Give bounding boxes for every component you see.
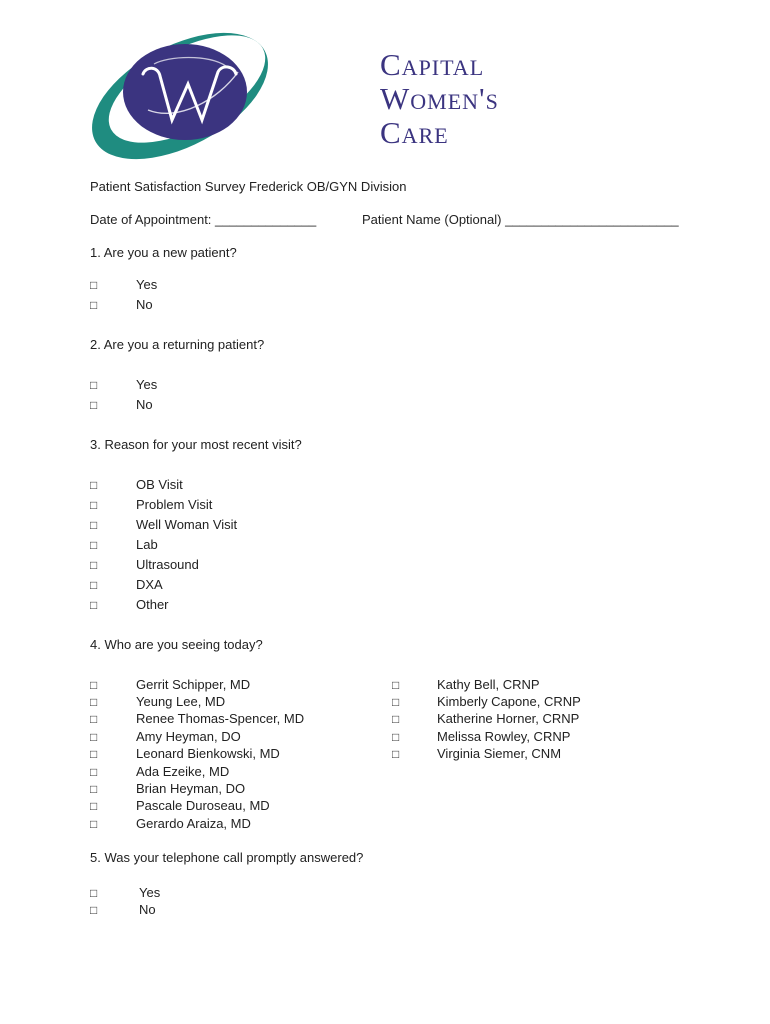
- checkbox-provider[interactable]: □: [392, 747, 400, 761]
- checkbox-q2-yes[interactable]: □: [90, 378, 98, 392]
- option-label: DXA: [136, 577, 163, 592]
- option-label: Problem Visit: [136, 497, 213, 512]
- option-label: Well Woman Visit: [136, 517, 238, 532]
- checkbox-q3-lab[interactable]: □: [90, 538, 98, 552]
- option-label: Yes: [136, 277, 158, 292]
- capital-womens-care-logo: [88, 26, 499, 166]
- checkbox-q3-dxa[interactable]: □: [90, 578, 98, 592]
- checkbox-provider[interactable]: □: [90, 730, 98, 744]
- option-label: Yes: [139, 885, 161, 900]
- checkbox-provider[interactable]: □: [90, 765, 98, 779]
- provider-name: Pascale Duroseau, MD: [136, 798, 270, 813]
- patient-name-field[interactable]: Patient Name (Optional) ________________________: [362, 212, 679, 227]
- question-2: 2. Are you a returning patient?: [90, 337, 265, 352]
- checkbox-provider[interactable]: □: [392, 678, 400, 692]
- option-label: No: [136, 297, 153, 312]
- question-4: 4. Who are you seeing today?: [90, 637, 263, 652]
- checkbox-provider[interactable]: □: [90, 782, 98, 796]
- checkbox-provider[interactable]: □: [392, 695, 400, 709]
- question-5: 5. Was your telephone call promptly answered?: [90, 850, 364, 865]
- checkbox-provider[interactable]: □: [90, 747, 98, 761]
- provider-name: Gerardo Araiza, MD: [136, 816, 251, 831]
- checkbox-q3-ob-visit[interactable]: □: [90, 478, 98, 492]
- checkbox-q5-yes[interactable]: □: [90, 886, 98, 900]
- checkbox-provider[interactable]: □: [90, 712, 98, 726]
- provider-name: Melissa Rowley, CRNP: [437, 729, 571, 744]
- provider-name: Katherine Horner, CRNP: [437, 711, 580, 726]
- checkbox-q3-other[interactable]: □: [90, 598, 98, 612]
- brand-line-2: Women's: [380, 81, 499, 116]
- provider-name: Gerrit Schipper, MD: [136, 677, 251, 692]
- checkbox-q1-no[interactable]: □: [90, 298, 98, 312]
- brand-line-3: Care: [380, 115, 449, 150]
- checkbox-q5-no[interactable]: □: [90, 903, 98, 917]
- checkbox-provider[interactable]: □: [392, 712, 400, 726]
- checkbox-provider[interactable]: □: [90, 678, 98, 692]
- checkbox-provider[interactable]: □: [392, 730, 400, 744]
- provider-name: Renee Thomas-Spencer, MD: [136, 711, 305, 726]
- logo-emblem-icon: [88, 26, 288, 166]
- brand-line-1: Capital: [380, 47, 485, 82]
- date-of-appointment-field[interactable]: Date of Appointment: ______________: [90, 212, 317, 227]
- option-label: No: [136, 397, 153, 412]
- checkbox-provider[interactable]: □: [90, 817, 98, 831]
- question-1: 1. Are you a new patient?: [90, 245, 237, 260]
- option-label: OB Visit: [136, 477, 183, 492]
- option-label: No: [139, 902, 156, 917]
- provider-name: Kathy Bell, CRNP: [437, 677, 540, 692]
- provider-name: Amy Heyman, DO: [136, 729, 241, 744]
- option-label: Ultrasound: [136, 557, 199, 572]
- provider-name: Yeung Lee, MD: [136, 694, 226, 709]
- provider-name: Ada Ezeike, MD: [136, 764, 230, 779]
- checkbox-q3-ultrasound[interactable]: □: [90, 558, 98, 572]
- checkbox-q2-no[interactable]: □: [90, 398, 98, 412]
- provider-name: Virginia Siemer, CNM: [437, 746, 562, 761]
- checkbox-provider[interactable]: □: [90, 695, 98, 709]
- option-label: Yes: [136, 377, 158, 392]
- question-3: 3. Reason for your most recent visit?: [90, 437, 302, 452]
- provider-name: Kimberly Capone, CRNP: [437, 694, 581, 709]
- checkbox-provider[interactable]: □: [90, 799, 98, 813]
- checkbox-q3-problem-visit[interactable]: □: [90, 498, 98, 512]
- provider-name: Leonard Bienkowski, MD: [136, 746, 280, 761]
- form-title: Patient Satisfaction Survey Frederick OB/GYN Division: [90, 179, 407, 194]
- option-label: Other: [136, 597, 169, 612]
- checkbox-q3-well-woman[interactable]: □: [90, 518, 98, 532]
- provider-name: Brian Heyman, DO: [136, 781, 246, 796]
- option-label: Lab: [136, 537, 158, 552]
- checkbox-q1-yes[interactable]: □: [90, 278, 98, 292]
